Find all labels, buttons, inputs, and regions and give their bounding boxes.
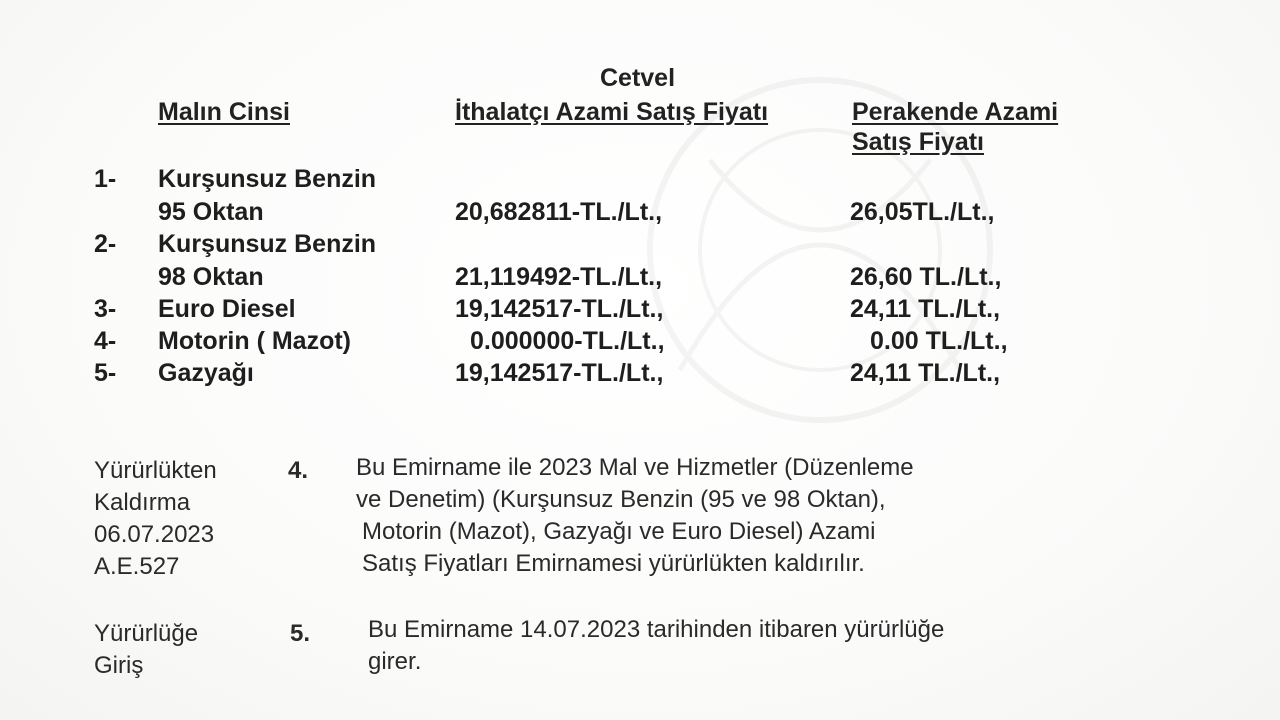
importer-price: 20,682811-TL./Lt., bbox=[455, 198, 663, 226]
product-name: Gazyağı bbox=[158, 359, 254, 387]
retail-price: 24,11 TL./Lt., bbox=[850, 359, 1001, 387]
importer-price: 19,142517-TL./Lt., bbox=[455, 295, 664, 323]
product-name: Motorin ( Mazot) bbox=[158, 327, 352, 355]
importer-price: 21,119492-TL./Lt., bbox=[455, 263, 663, 291]
section-text-line: Bu Emirname 14.07.2023 tarihinden itibaren yürürlüğe bbox=[368, 616, 945, 643]
header-product: Malın Cinsi bbox=[158, 98, 290, 126]
retail-price: 0.00 TL./Lt., bbox=[870, 327, 1008, 355]
row-number: 4- bbox=[94, 327, 117, 355]
section-number: 4. bbox=[288, 457, 309, 484]
margin-note-line: 06.07.2023 bbox=[94, 521, 215, 548]
product-name: Kurşunsuz Benzin bbox=[158, 230, 377, 258]
table-caption: Cetvel bbox=[600, 64, 676, 92]
section-text-line: girer. bbox=[368, 648, 422, 675]
retail-price: 24,11 TL./Lt., bbox=[850, 295, 1001, 323]
retail-price: 26,60 TL./Lt., bbox=[850, 263, 1002, 291]
margin-note-line: A.E.527 bbox=[94, 553, 180, 580]
row-number: 5- bbox=[94, 359, 117, 387]
importer-price: 0.000000-TL./Lt., bbox=[470, 327, 665, 355]
row-number: 2- bbox=[94, 230, 117, 258]
margin-note-line: Giriş bbox=[94, 652, 144, 679]
product-name-line2: 98 Oktan bbox=[158, 263, 264, 291]
importer-price: 19,142517-TL./Lt., bbox=[455, 359, 664, 387]
product-name: Euro Diesel bbox=[158, 295, 296, 323]
section-number: 5. bbox=[290, 620, 311, 647]
retail-price: 26,05TL./Lt., bbox=[850, 198, 995, 226]
row-number: 1- bbox=[94, 165, 117, 193]
product-name-line2: 95 Oktan bbox=[158, 198, 264, 226]
header-retail-price-line2: Satış Fiyatı bbox=[852, 128, 984, 156]
row-number: 3- bbox=[94, 295, 117, 323]
margin-note-line: Yürürlükten bbox=[94, 457, 217, 484]
section-text-line: Motorin (Mazot), Gazyağı ve Euro Diesel) Azami bbox=[362, 518, 876, 545]
section-text-line: ve Denetim) (Kurşunsuz Benzin (95 ve 98 Oktan), bbox=[356, 486, 886, 513]
header-retail-price-line1: Perakende Azami bbox=[852, 98, 1059, 126]
section-text-line: Bu Emirname ile 2023 Mal ve Hizmetler (Düzenleme bbox=[356, 454, 914, 481]
margin-note-line: Kaldırma bbox=[94, 489, 191, 516]
margin-note-line: Yürürlüğe bbox=[94, 620, 199, 647]
product-name: Kurşunsuz Benzin bbox=[158, 165, 377, 193]
section-text-line: Satış Fiyatları Emirnamesi yürürlükten kaldırılır. bbox=[362, 550, 865, 577]
header-importer-price: İthalatçı Azami Satış Fiyatı bbox=[455, 98, 769, 126]
